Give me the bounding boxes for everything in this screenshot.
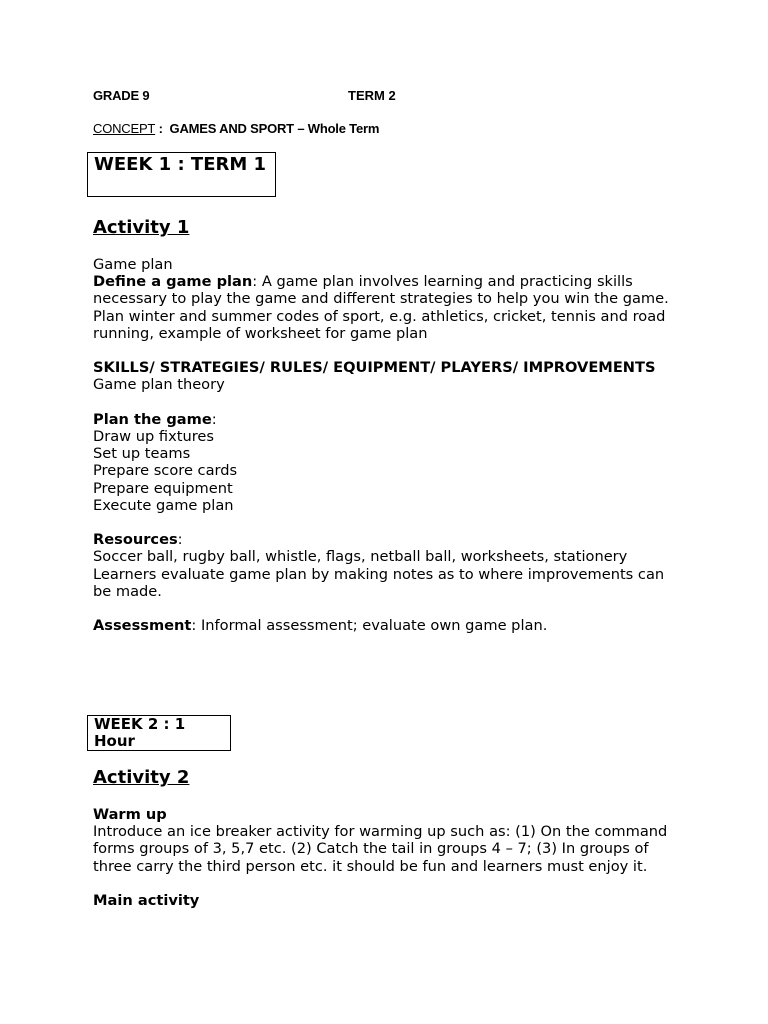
theory-text: Game plan theory <box>93 376 225 394</box>
plan-the-game-heading <box>93 411 683 428</box>
plan-item: Set up teams <box>93 445 191 463</box>
activity-1-content <box>93 256 683 634</box>
define-label: Define a game plan <box>93 273 253 291</box>
assessment-label: Assessment <box>93 617 192 635</box>
plan-item: Prepare score cards <box>93 462 238 480</box>
plan-colon: : <box>211 410 217 428</box>
week-1-box: WEEK 1 : TERM 1 <box>87 152 276 197</box>
game-plan-text: Game plan <box>93 256 173 273</box>
define-paragraph <box>93 273 683 307</box>
week-2-box: WEEK 2 : 1 Hour <box>87 715 231 751</box>
activity-2-content <box>93 806 683 909</box>
plan-label: Plan the game <box>93 410 212 428</box>
activity-1-heading: Activity 1 <box>93 217 190 238</box>
plan-item: Execute game plan <box>93 496 234 514</box>
warmup-heading: Warm up <box>93 806 167 823</box>
assessment-text: : Informal assessment; evaluate own game plan. <box>191 617 548 635</box>
resources-text: Soccer ball, rugby ball, whistle, flags, netball ball, worksheets, stationery <box>93 548 628 566</box>
skills-heading: SKILLS/ STRATEGIES/ RULES/ EQUIPMENT/ PLAYERS/ IMPROVEMENTS <box>93 359 656 377</box>
warmup-text: Introduce an ice breaker activity for warming up such as: (1) On the command forms groups of 3, 5,7 etc. (2) Catch the tail in groups 4 – 7; (3) In groups of three carry the third person etc. it should be fun and learners must enjoy it. <box>93 823 668 875</box>
term-label: TERM 2 <box>348 88 396 103</box>
evaluate-text: Learners evaluate game plan by making notes as to where improvements can be made. <box>93 565 665 600</box>
resources-label: Resources <box>93 531 178 549</box>
activity-2-heading: Activity 2 <box>93 767 190 788</box>
concept-separator: : <box>155 121 170 136</box>
main-activity-heading: Main activity <box>93 892 200 909</box>
concept-value: GAMES AND SPORT – Whole Term <box>169 121 380 136</box>
plan-item: Draw up fixtures <box>93 428 214 445</box>
concept-line <box>93 121 379 136</box>
resources-colon: : <box>177 531 183 549</box>
plan-codes-text: Plan winter and summer codes of sport, e.g. athletics, cricket, tennis and road running, example of worksheet for game plan <box>93 307 666 342</box>
concept-label: CONCEPT <box>93 121 156 136</box>
assessment-paragraph <box>93 617 683 634</box>
define-text: : A game plan involves learning and practicing skills necessary to play the game and different strategies to help you win the game. <box>93 273 669 308</box>
resources-heading <box>93 531 683 548</box>
plan-item: Prepare equipment <box>93 479 233 497</box>
grade-label: GRADE 9 <box>93 88 150 103</box>
